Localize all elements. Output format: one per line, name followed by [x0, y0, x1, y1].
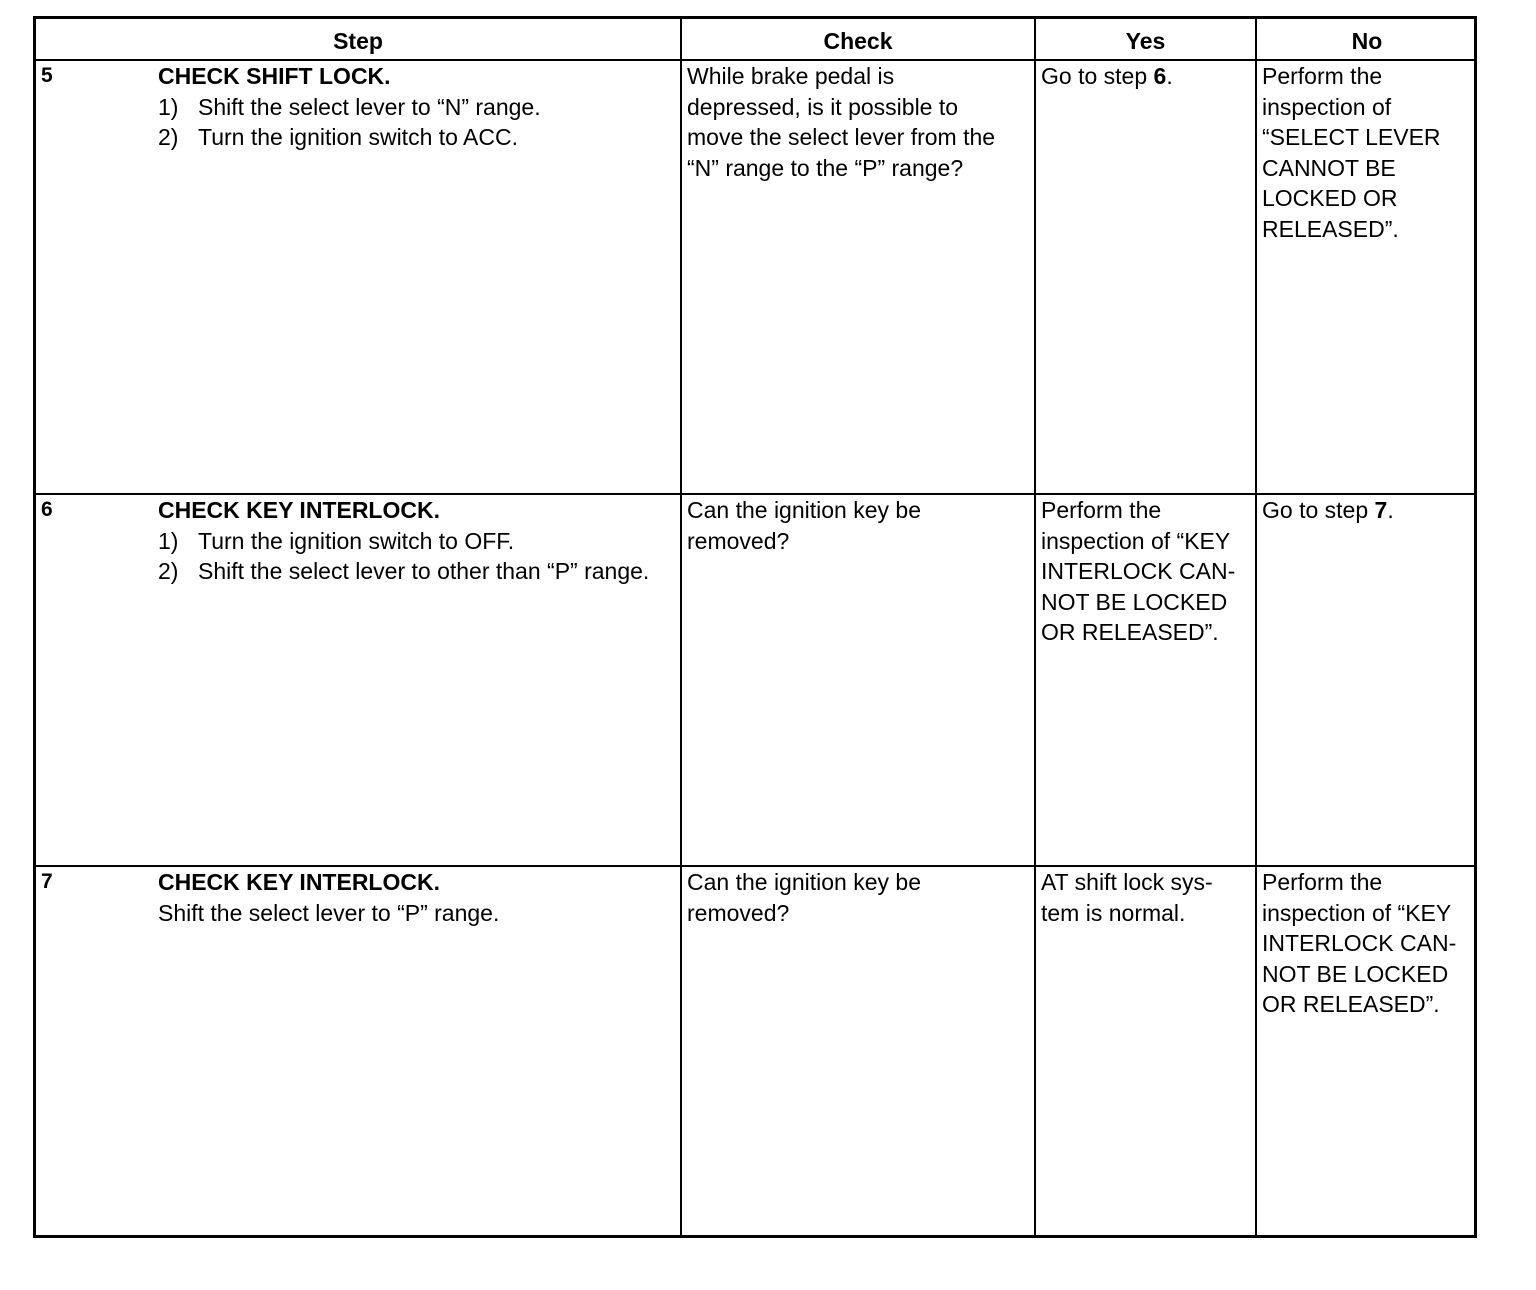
header-no: No: [1351, 28, 1383, 54]
yes-cell: Go to step 6.: [1041, 63, 1173, 89]
column-divider: [1255, 19, 1257, 1235]
check-cell: Can the ignition key be removed?: [687, 869, 921, 926]
substep: 2) Shift the select lever to other than “P” range.: [158, 558, 650, 585]
header-check: Check: [823, 28, 893, 54]
header-step: Step: [333, 28, 383, 54]
step-cell: [158, 867, 499, 928]
diagnosis-table: [33, 16, 1477, 1238]
column-divider: [1034, 19, 1036, 1235]
no-cell: Go to step 7.: [1262, 497, 1394, 523]
check-cell: While brake pedal is depressed, is it possible to move the select lever from the “N” range to the “P” range?: [687, 63, 996, 181]
step-number: 5: [41, 64, 53, 87]
substep: 1) Shift the select lever to “N” range.: [158, 93, 541, 120]
column-divider: [680, 19, 682, 1235]
step-cell: [158, 495, 649, 587]
step-instruction: Shift the select lever to “P” range.: [158, 899, 500, 926]
header-yes: Yes: [1125, 28, 1166, 54]
substep: 1) Turn the ignition switch to OFF.: [158, 527, 515, 554]
substep: 2) Turn the ignition switch to ACC.: [158, 124, 519, 151]
step-title: CHECK SHIFT LOCK.: [158, 63, 391, 89]
yes-cell: AT shift lock sys- tem is normal.: [1041, 869, 1213, 926]
step-title: CHECK KEY INTERLOCK.: [158, 497, 440, 523]
step-number: 7: [41, 870, 53, 893]
step-cell: [158, 61, 541, 153]
no-cell: Perform the inspection of “SELECT LEVER CANNOT BE LOCKED OR RELEASED”.: [1262, 63, 1441, 242]
step-title: CHECK KEY INTERLOCK.: [158, 869, 440, 895]
check-cell: Can the ignition key be removed?: [687, 497, 921, 554]
step-number: 6: [41, 498, 53, 521]
yes-cell: Perform the inspection of “KEY INTERLOCK CAN- NOT BE LOCKED OR RELEASED”.: [1041, 497, 1236, 646]
no-cell: Perform the inspection of “KEY INTERLOCK CAN- NOT BE LOCKED OR RELEASED”.: [1262, 869, 1457, 1018]
